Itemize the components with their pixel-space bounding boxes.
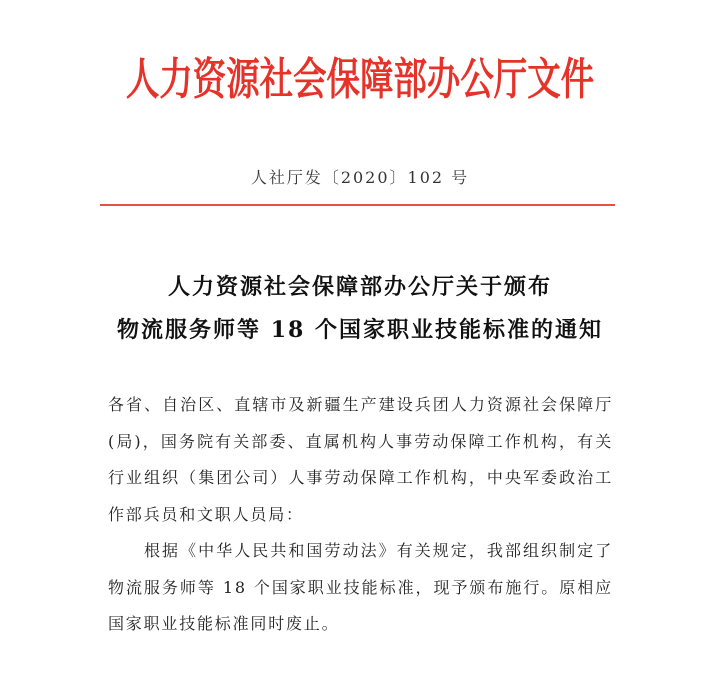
body-line: 国家职业技能标准同时废止。 [108,614,340,633]
document-number: 人社厅发〔2020〕102 号 [250,168,470,187]
body-line: 行业组织（集团公司）人事劳动保障工作机构，中央军委政治工 [108,468,613,487]
paragraph-addressees [108,387,613,533]
paragraph-main [108,533,613,643]
header-red-rule [100,204,615,206]
body-line: 物流服务师等 18 个国家职业技能标准，现予颁布施行。原相应 [108,577,613,597]
issuer-banner [0,50,720,110]
title-line-2: 物流服务师等 18 个国家职业技能标准的通知 [117,317,603,343]
body-line: 各省、自治区、直辖市及新疆生产建设兵团人力资源社会保障厅 [108,395,613,414]
body-line: (局)，国务院有关部委、直属机构人事劳动保障工作机构，有关 [108,431,613,451]
body-line: 作部兵员和文职人员局： [108,504,304,524]
title-line-1: 人力资源社会保障部办公厅关于颁布 [167,274,552,300]
issuer-banner-text: 人力资源社会保障部办公厅文件 [125,54,595,105]
body-line: 根据《中华人民共和国劳动法》有关规定，我部组织制定了 [144,541,613,560]
body-text [108,387,613,643]
